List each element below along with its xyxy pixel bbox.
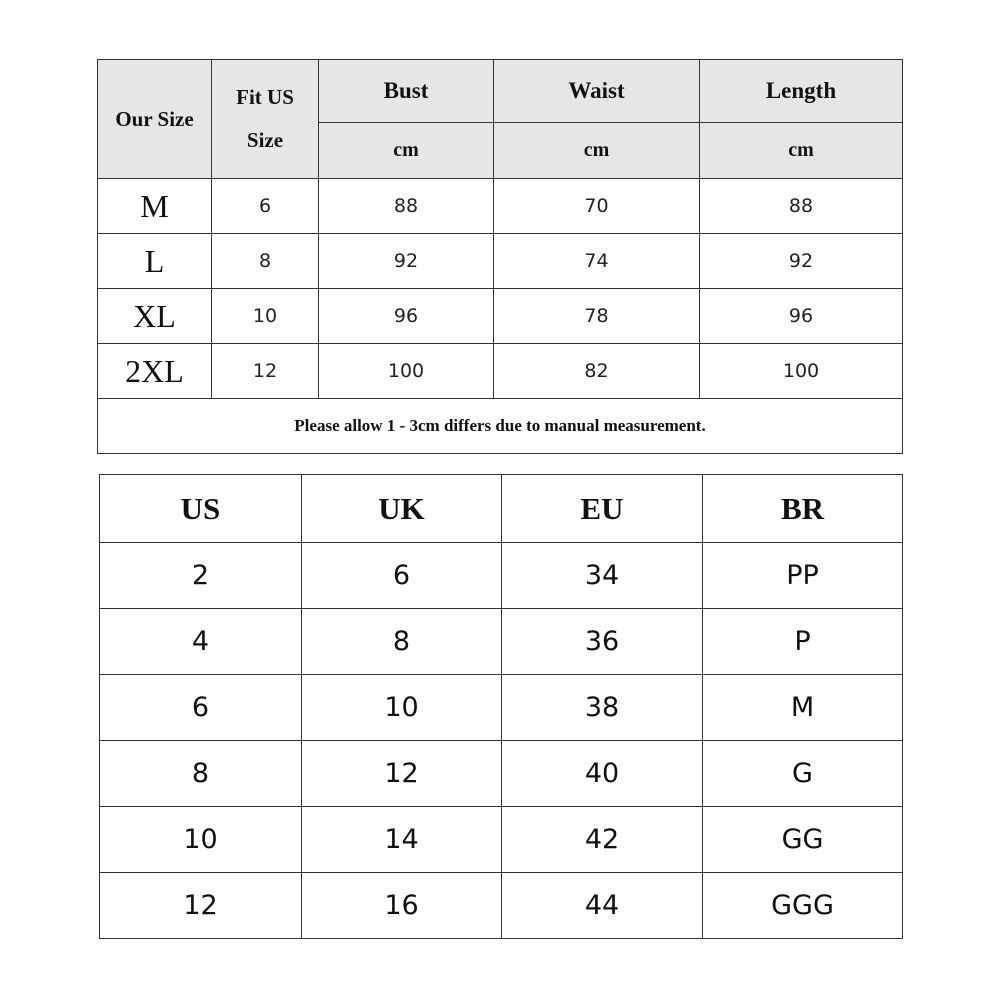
cell-bust: 88 — [319, 179, 494, 234]
cell-uk: 16 — [302, 873, 502, 939]
table-row — [98, 344, 903, 399]
header-us: US — [100, 475, 302, 543]
table-row — [100, 675, 903, 741]
header-bust-unit: cm — [319, 123, 494, 179]
table-row — [100, 741, 903, 807]
header-waist-unit: cm — [494, 123, 700, 179]
cell-br: G — [703, 741, 903, 807]
header-eu: EU — [502, 475, 703, 543]
header-uk: UK — [302, 475, 502, 543]
cell-eu: 36 — [502, 609, 703, 675]
cell-length: 100 — [700, 344, 903, 399]
cell-length: 92 — [700, 234, 903, 289]
cell-length: 96 — [700, 289, 903, 344]
cell-uk: 8 — [302, 609, 502, 675]
cell-uk: 12 — [302, 741, 502, 807]
table-row — [98, 289, 903, 344]
cell-length: 88 — [700, 179, 903, 234]
cell-br: P — [703, 609, 903, 675]
table-row — [100, 609, 903, 675]
size-conversion-table — [99, 474, 903, 939]
cell-br: PP — [703, 543, 903, 609]
cell-us: 4 — [100, 609, 302, 675]
cell-bust: 92 — [319, 234, 494, 289]
header-length-unit: cm — [700, 123, 903, 179]
cell-uk: 10 — [302, 675, 502, 741]
cell-br: M — [703, 675, 903, 741]
table-row — [98, 234, 903, 289]
cell-eu: 38 — [502, 675, 703, 741]
cell-bust: 96 — [319, 289, 494, 344]
cell-our-size: L — [98, 234, 212, 289]
cell-uk: 6 — [302, 543, 502, 609]
header-our-size: Our Size — [98, 60, 212, 179]
cell-us: 6 — [100, 675, 302, 741]
cell-fit-us: 10 — [212, 289, 319, 344]
cell-our-size: XL — [98, 289, 212, 344]
cell-us: 10 — [100, 807, 302, 873]
cell-br: GG — [703, 807, 903, 873]
cell-us: 2 — [100, 543, 302, 609]
cell-fit-us: 8 — [212, 234, 319, 289]
header-length: Length — [700, 60, 903, 123]
cell-eu: 40 — [502, 741, 703, 807]
cell-waist: 78 — [494, 289, 700, 344]
header-bust: Bust — [319, 60, 494, 123]
cell-fit-us: 12 — [212, 344, 319, 399]
cell-fit-us: 6 — [212, 179, 319, 234]
header-br: BR — [703, 475, 903, 543]
header-waist: Waist — [494, 60, 700, 123]
cell-uk: 14 — [302, 807, 502, 873]
cell-bust: 100 — [319, 344, 494, 399]
measurement-note: Please allow 1 - 3cm differs due to manual measurement. — [98, 399, 903, 454]
cell-our-size: M — [98, 179, 212, 234]
cell-us: 8 — [100, 741, 302, 807]
cell-waist: 82 — [494, 344, 700, 399]
table-row — [100, 873, 903, 939]
cell-waist: 74 — [494, 234, 700, 289]
cell-eu: 34 — [502, 543, 703, 609]
cell-our-size: 2XL — [98, 344, 212, 399]
cell-eu: 44 — [502, 873, 703, 939]
table-row — [98, 179, 903, 234]
header-fit-us-size: Fit US Size — [212, 60, 319, 179]
cell-eu: 42 — [502, 807, 703, 873]
table-row — [100, 807, 903, 873]
table-row — [100, 543, 903, 609]
cell-us: 12 — [100, 873, 302, 939]
cell-br: GGG — [703, 873, 903, 939]
cell-waist: 70 — [494, 179, 700, 234]
size-chart-table — [97, 59, 903, 454]
